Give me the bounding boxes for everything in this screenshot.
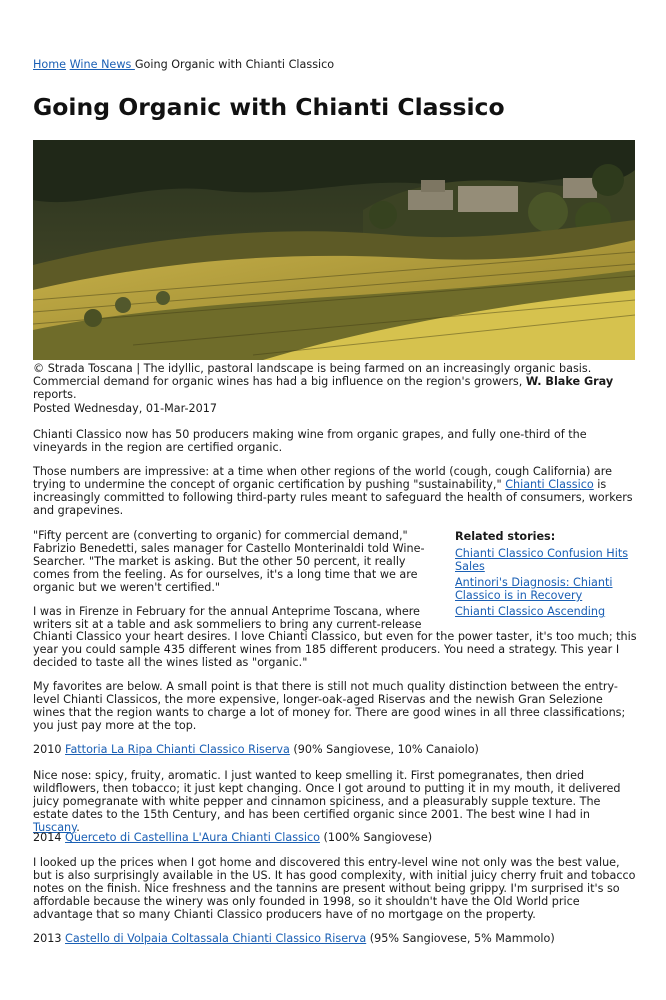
caption-suffix: reports. <box>33 388 77 401</box>
wine-link[interactable]: Castello di Volpaia Coltassala Chianti Classico Riserva <box>65 932 367 945</box>
related-story-link[interactable]: Antinori's Diagnosis: Chianti Classico is in Recovery <box>455 576 613 602</box>
paragraph-numbers-text-a: Those numbers are impressive: at a time when other regions of the world (cough, cough California) are trying to undermine the concept of organic certification by pushing "sustainability," <box>33 465 612 491</box>
posted-date: Posted Wednesday, 01-Mar-2017 <box>33 402 218 415</box>
paragraph-numbers <box>33 465 637 517</box>
related-story-link[interactable]: Chianti Classico Confusion Hits Sales <box>455 547 629 573</box>
breadcrumb-wine-news-link[interactable]: Wine News <box>69 58 135 71</box>
wine-year: 2014 <box>33 831 66 844</box>
paragraph-quote: "Fifty percent are (converting to organic) for commercial demand," Fabrizio Benedetti, sales manager for Castello Monterinaldi told Wine-Searcher. "The market is asking. But the other 50 percent, it really comes from the feeling. As for ourselves, it's a long time that we are organic but we weren't certified." <box>33 529 425 594</box>
paragraph-wine-review: I looked up the prices when I got home and discovered this entry-level wine not only was the best value, but is also surprisingly available in the US. It has good complexity, with initial juicy cherry fruit and tobacco notes on the finish. Nice freshness and the tannins are present without being grippy. I'm surprised it's so affordable because the winery was only founded in 1998, so it shouldn't have the Old World price advantage that so many Chianti Classico producers have of no mortgage on the property. <box>33 856 636 921</box>
wine-blend: (90% Sangiovese, 10% Canaiolo) <box>289 743 479 756</box>
related-story-link[interactable]: Chianti Classico Ascending <box>455 605 606 618</box>
wine-review-text-a: Nice nose: spicy, fruity, aromatic. I just wanted to keep smelling it. First pomegranates, then dried wildflowers, then tobacco; it just kept changing. Once I got around to putting it in my mouth, it delivered juicy pomegranate with white pepper and cinnamon spiciness, and a pleasurably supple texture. The estate dates to the 15th Century, and has been certified organic since 2001. The best wine I had in <box>33 769 621 821</box>
hero-image-vineyard-landscape <box>33 140 635 360</box>
related-stories <box>455 530 637 621</box>
caption-author: W. Blake Gray <box>525 375 614 388</box>
wine-heading <box>33 932 637 945</box>
breadcrumb-current: Going Organic with Chianti Classico <box>134 58 335 71</box>
page-title: Going Organic with Chianti Classico <box>33 93 505 121</box>
paragraph-numbers-text-b: is increasingly committed to following third-party rules meant to safeguard the health of consumers, workers and grapevines. <box>33 478 633 517</box>
wine-heading <box>33 743 637 756</box>
wine-review-text-b: . <box>76 821 80 834</box>
wine-year: 2010 <box>33 743 66 756</box>
paragraph-intro: Chianti Classico now has 50 producers making wine from organic grapes, and fully one-third of the vineyards in the region are certified organic. <box>33 428 587 454</box>
related-stories-title: Related stories: <box>455 530 556 543</box>
breadcrumb <box>33 58 334 71</box>
paragraph-firenze-start: I was in Firenze in February for the annual Anteprime Toscana, where writers sit at a table and ask sommeliers to bring any current-release <box>33 605 422 631</box>
paragraph-firenze: Chianti Classico your heart desires. I love Chianti Classico, but even for the power taster, it's too much; this year you could sample 435 different wines from 185 different producers. You need a strategy. This year I decided to taste all the wines listed as "organic." <box>33 630 637 669</box>
paragraph-favorites: My favorites are below. A small point is that there is still not much quality distinction between the entry-level Chianti Classicos, the more expensive, longer-oak-aged Riservas and the newish Gran Selezione wines that the region wants to charge a lot of money for. There are good wines in all three classifications; you just pay more at the top. <box>33 680 626 732</box>
wine-link[interactable]: Querceto di Castellina L'Aura Chianti Classico <box>65 831 320 844</box>
wine-year: 2013 <box>33 932 66 945</box>
chianti-classico-link[interactable]: Chianti Classico <box>505 478 594 491</box>
tuscany-link[interactable]: Tuscany <box>33 821 77 834</box>
wine-link[interactable]: Fattoria La Ripa Chianti Classico Riserva <box>65 743 290 756</box>
wine-blend: (95% Sangiovese, 5% Mammolo) <box>366 932 555 945</box>
paragraph-wine-review <box>33 769 637 834</box>
wine-heading <box>33 831 637 844</box>
image-caption <box>33 362 637 401</box>
wine-blend: (100% Sangiovese) <box>319 831 433 844</box>
caption-text: © Strada Toscana | The idyllic, pastoral landscape is being farmed on an increasingly organic basis. Commercial demand for organic wines has had a big influence on the region's growers, <box>33 362 592 388</box>
breadcrumb-home-link[interactable]: Home <box>33 58 67 71</box>
